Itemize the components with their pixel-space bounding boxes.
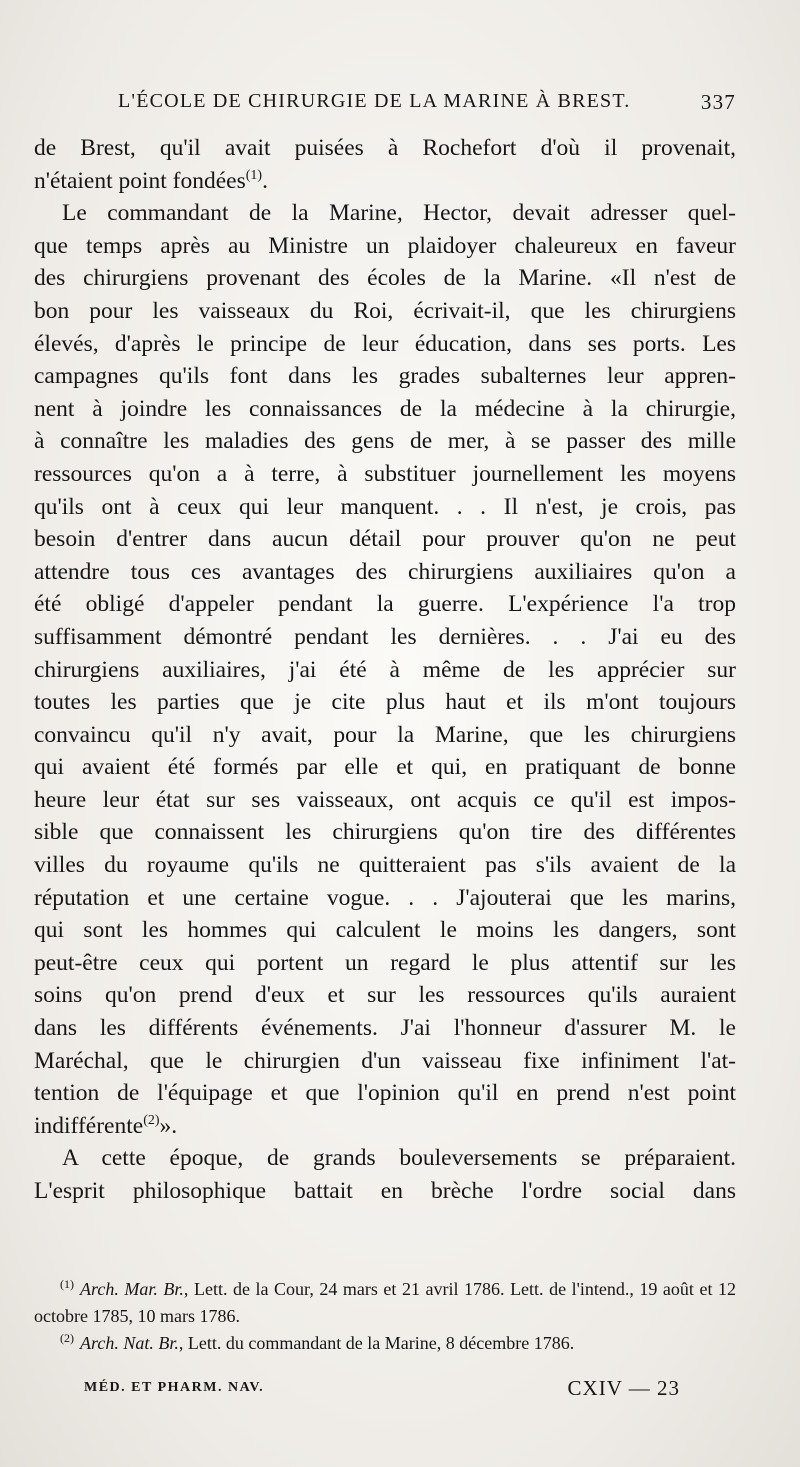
body-line: suffisamment démontré pendant les dernières. . . J'ai eu des xyxy=(34,623,736,650)
body-line: attendre tous ces avantages des chirurgiens auxiliaires qu'on a xyxy=(34,558,736,585)
body-line: L'esprit philosophique battait en brèche l'ordre social dans xyxy=(34,1178,736,1204)
body-line xyxy=(34,1110,736,1143)
body-line: nent à joindre les connaissances de la médecine à la chirurgie, xyxy=(34,395,736,422)
footnote-text: , Lett. de la Cour, 24 mars et 21 avril 1786. Lett. de l'intend., 19 août et 12 octobre 1785, 10 mars 1786. xyxy=(34,1279,736,1326)
signature-line xyxy=(84,1376,736,1406)
body-line: campagnes qu'ils font dans les grades subalternes leur appren- xyxy=(34,363,736,390)
body-line: chirurgiens auxiliaires, j'ai été à même de les apprécier sur xyxy=(34,656,736,683)
body-line: besoin d'entrer dans aucun détail pour prouver qu'on ne peut xyxy=(34,526,736,553)
body-line: Maréchal, que le chirurgien d'un vaisseau fixe infiniment l'at- xyxy=(34,1047,736,1074)
footnote xyxy=(34,1330,736,1357)
body-line: qu'ils ont à ceux qui leur manquent. . . Il n'est, je crois, pas xyxy=(34,493,736,520)
footnote-ref: (2) xyxy=(143,1112,160,1128)
footnote-text: , Lett. du commandant de la Marine, 8 décembre 1786. xyxy=(178,1333,575,1353)
body-line: de Brest, qu'il avait puisées à Rochefort d'où il provenait, xyxy=(34,135,736,161)
body-line: convaincu qu'il n'y avait, pour la Marine, que les chirurgiens xyxy=(34,721,736,748)
footnote-ref: (1) xyxy=(245,167,263,183)
body-line: A cette époque, de grands bouleversements se préparaient. xyxy=(62,1145,736,1172)
body-line: que temps après au Ministre un plaidoyer chaleureux en faveur xyxy=(34,232,736,259)
footnotes xyxy=(34,1276,736,1357)
body-text xyxy=(34,132,736,1208)
running-head xyxy=(118,90,736,124)
body-line: qui sont les hommes qui calculent le moins les dangers, sont xyxy=(34,917,736,944)
body-line-text: indifférente xyxy=(34,1112,144,1139)
signature-journal: MÉD. ET PHARM. NAV. xyxy=(84,1380,265,1395)
page-number: 337 xyxy=(700,90,736,114)
body-line: bon pour les vaisseaux du Roi, écrivait-il, que les chirurgiens xyxy=(34,297,736,324)
body-line: dans les différents événements. J'ai l'honneur d'assurer M. le xyxy=(34,1015,736,1042)
footnote-source: Arch. Mar. Br. xyxy=(80,1279,184,1299)
body-line-text: n'étaient point fondées xyxy=(34,167,246,194)
body-line: réputation et une certaine vogue. . . J'ajouterai que les marins, xyxy=(34,884,736,911)
body-line xyxy=(34,165,736,198)
body-line: élevés, d'après le principe de leur éducation, dans ses ports. Les xyxy=(34,330,736,357)
body-line: qui avaient été formés par elle et qui, en pratiquant de bonne xyxy=(34,754,736,781)
body-line: été obligé d'appeler pendant la guerre. L'expérience l'a trop xyxy=(34,591,736,618)
body-line: tention de l'équipage et que l'opinion qu'il en prend n'est point xyxy=(34,1080,736,1107)
body-line: Le commandant de la Marine, Hector, devait adresser quel- xyxy=(62,200,736,227)
footnote xyxy=(34,1276,736,1330)
body-line: peut-être ceux qui portent un regard le plus attentif sur les xyxy=(34,949,736,976)
body-line: soins qu'on prend d'eux et sur les ressources qu'ils auraient xyxy=(34,982,736,1009)
running-title: L'ÉCOLE DE CHIRURGIE DE LA MARINE À BREST. xyxy=(118,90,631,112)
signature-mark: CXIV — 23 xyxy=(567,1376,680,1400)
footnote-mark: (1) xyxy=(60,1277,74,1291)
footnote-source: Arch. Nat. Br. xyxy=(80,1333,179,1353)
body-line: toutes les parties que je cite plus haut et ils m'ont toujours xyxy=(34,689,736,716)
body-line: à connaître les maladies des gens de mer, à se passer des mille xyxy=(34,428,736,455)
body-line: sible que connaissent les chirurgiens qu'on tire des différentes xyxy=(34,819,736,846)
body-line-tail: . xyxy=(262,167,268,194)
body-line: villes du royaume qu'ils ne quitteraient pas s'ils avaient de la xyxy=(34,852,736,879)
body-line: des chirurgiens provenant des écoles de la Marine. «Il n'est de xyxy=(34,265,736,292)
body-line: ressources qu'on a à terre, à substituer journellement les moyens xyxy=(34,460,736,487)
body-line: heure leur état sur ses vaisseaux, ont acquis ce qu'il est impos- xyxy=(34,786,736,813)
body-line-tail: ». xyxy=(159,1112,178,1139)
footnote-mark: (2) xyxy=(60,1331,74,1345)
